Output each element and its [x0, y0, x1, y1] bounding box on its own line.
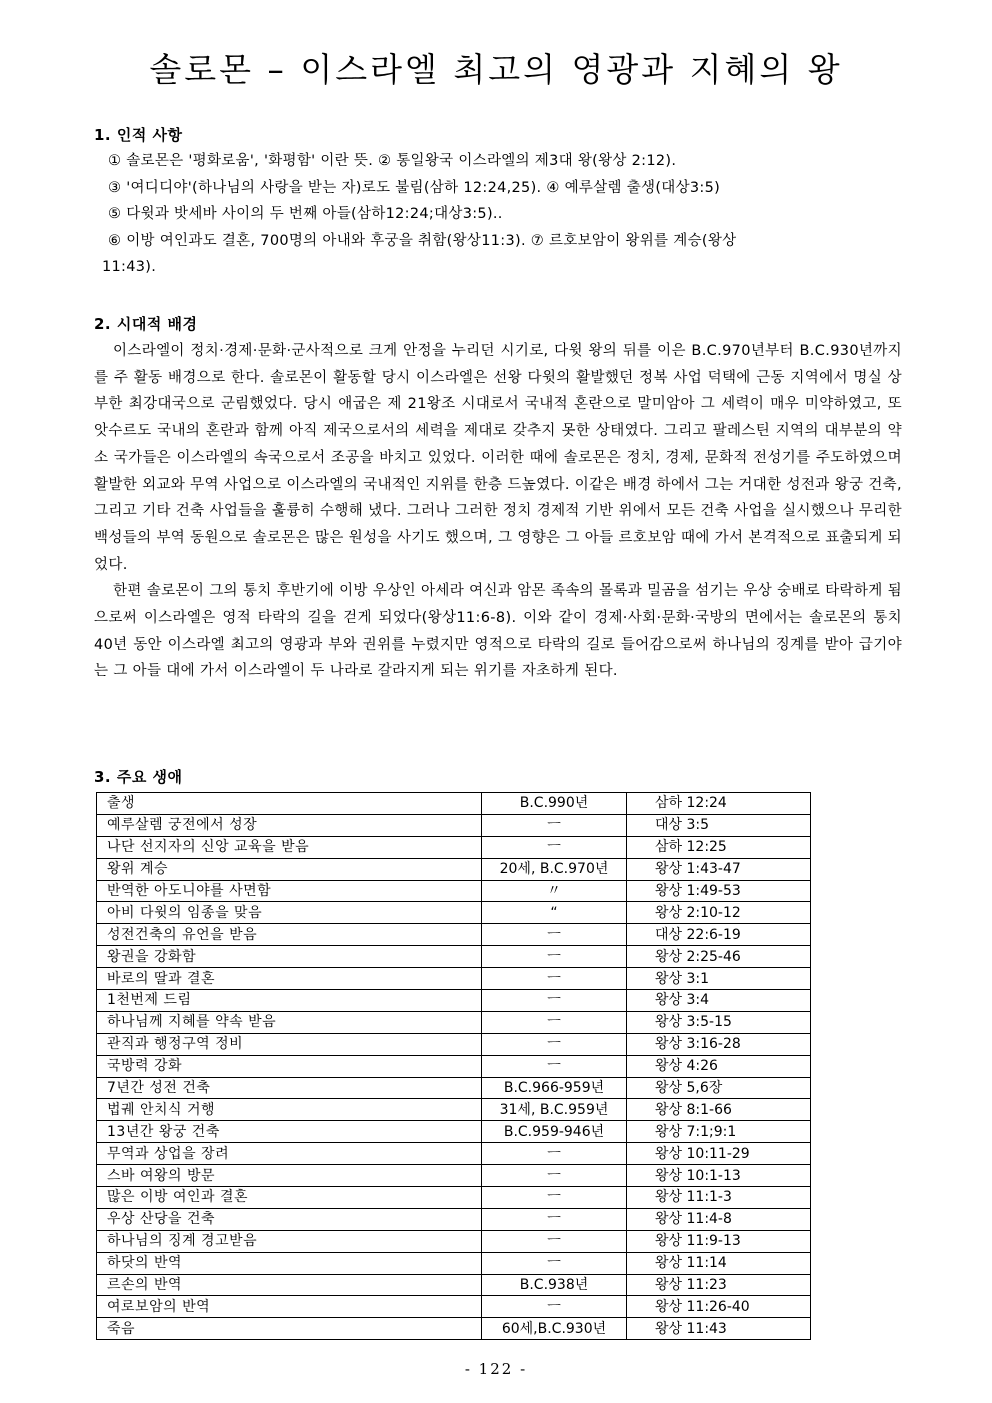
reference-cell: 왕상 10:1-13: [627, 1165, 811, 1187]
event-cell: 하나님의 징계 경고받음: [97, 1230, 482, 1252]
date-cell: ㅡ: [482, 836, 627, 858]
date-cell: ㅡ: [482, 1033, 627, 1055]
event-cell: 무역과 상업을 장려: [97, 1143, 482, 1165]
info-line: ⑤ 다윗과 밧세바 사이의 두 번째 아들(삼하12:24;대상3:5)..: [108, 206, 503, 222]
reference-cell: 삼하 12:25: [627, 836, 811, 858]
date-cell: ㅡ: [482, 1187, 627, 1209]
section-heading: 1. 인적 사항: [94, 126, 183, 144]
table-row: [97, 946, 811, 968]
reference-cell: 왕상 11:26-40: [627, 1296, 811, 1318]
section-heading: 3. 주요 생애: [94, 768, 183, 786]
life-events-table: [96, 792, 811, 1340]
event-cell: 성전건축의 유언을 받음: [97, 924, 482, 946]
reference-cell: 왕상 5,6장: [627, 1077, 811, 1099]
table-row: [97, 924, 811, 946]
event-cell: 왕권을 강화함: [97, 946, 482, 968]
event-cell: 7년간 성전 건축: [97, 1077, 482, 1099]
table-row: [97, 1099, 811, 1121]
info-line: ③ '여디디야'(하나님의 사랑을 받는 자)로도 불림(삼하 12:24,25). ④ 예루살렘 출생(대상3:5): [108, 179, 721, 196]
event-cell: 왕위 계승: [97, 858, 482, 880]
table-row: [97, 793, 811, 815]
table-row: [97, 902, 811, 924]
section-major-life: [94, 766, 902, 787]
date-cell: ㅡ: [482, 1230, 627, 1252]
reference-cell: 왕상 3:4: [627, 990, 811, 1012]
event-cell: 많은 이방 여인과 결혼: [97, 1187, 482, 1209]
table-row: [97, 1230, 811, 1252]
event-cell: 국방력 강화: [97, 1055, 482, 1077]
date-cell: B.C.966-959년: [482, 1077, 627, 1099]
table-row: [97, 1187, 811, 1209]
date-cell: B.C.938년: [482, 1274, 627, 1296]
section-heading: 2. 시대적 배경: [94, 315, 198, 333]
reference-cell: 왕상 11:43: [627, 1318, 811, 1340]
page-number: - 122 -: [464, 1360, 528, 1378]
reference-cell: 왕상 2:10-12: [627, 902, 811, 924]
event-cell: 반역한 아도니야를 사면함: [97, 880, 482, 902]
reference-cell: 왕상 4:26: [627, 1055, 811, 1077]
life-events-table-body: [97, 793, 811, 1340]
date-cell: ㅡ: [482, 1296, 627, 1318]
event-cell: 나단 선지자의 신앙 교육을 받음: [97, 836, 482, 858]
date-cell: ㅡ: [482, 1165, 627, 1187]
table-row: [97, 1165, 811, 1187]
date-cell: ㅡ: [482, 1252, 627, 1274]
table-row: [97, 836, 811, 858]
reference-cell: 왕상 11:14: [627, 1252, 811, 1274]
event-cell: 하닷의 반역: [97, 1252, 482, 1274]
date-cell: 20세, B.C.970년: [482, 858, 627, 880]
event-cell: 관직과 행정구역 정비: [97, 1033, 482, 1055]
table-row: [97, 1252, 811, 1274]
reference-cell: 삼하 12:24: [627, 793, 811, 815]
date-cell: ㅡ: [482, 924, 627, 946]
reference-cell: 왕상 11:4-8: [627, 1208, 811, 1230]
reference-cell: 왕상 1:49-53: [627, 880, 811, 902]
document-title: 솔로몬 – 이스라엘 최고의 영광과 지혜의 왕: [149, 50, 843, 89]
table-row: [97, 1318, 811, 1340]
event-cell: 여로보암의 반역: [97, 1296, 482, 1318]
reference-cell: 대상 3:5: [627, 814, 811, 836]
event-cell: 스바 여왕의 방문: [97, 1165, 482, 1187]
event-cell: 13년간 왕궁 건축: [97, 1121, 482, 1143]
info-line: 11:43).: [102, 259, 157, 275]
table-row: [97, 968, 811, 990]
table-row: [97, 814, 811, 836]
event-cell: 하나님께 지혜를 약속 받음: [97, 1011, 482, 1033]
reference-cell: 왕상 2:25-46: [627, 946, 811, 968]
info-line: ⑥ 이방 여인과도 결혼, 700명의 아내와 후궁을 취함(왕상11:3). ⑦ 르호보암이 왕위를 계승(왕상: [108, 232, 737, 249]
event-cell: 법궤 안치식 거행: [97, 1099, 482, 1121]
reference-cell: 왕상 10:11-29: [627, 1143, 811, 1165]
table-row: [97, 858, 811, 880]
info-line: ① 솔로몬은 '평화로움', '화평함' 이란 뜻. ② 통일왕국 이스라엘의 제3대 왕(왕상 2:12).: [108, 153, 677, 169]
table-row: [97, 1033, 811, 1055]
background-paragraph: 한편 솔로몬이 그의 통치 후반기에 이방 우상인 아세라 여신과 암몬 족속의 몰록과 밀곰을 섬기는 우상 숭배로 타락하게 됨으로써 이스라엘은 영적 타락의 길을 걷게 되었다(왕상11:6-8). 이와 같이 경제·사회·문화·국방의 면에서는 솔로몬의 통치 40년 동안 이스라엘 최고의 영광과 부와 권위를 누렸지만 영적으로 타락의 길로 들어감으로써 하나님의 징계를 받아 급기야는 그 아들 대에 가서 이스라엘이 두 나라로 갈라지게 되는 위기를 자초하게 된다.: [94, 583, 902, 680]
date-cell: ㅡ: [482, 1208, 627, 1230]
reference-cell: 왕상 11:9-13: [627, 1230, 811, 1252]
event-cell: 우상 산당을 건축: [97, 1208, 482, 1230]
event-cell: 아비 다윗의 임종을 맞음: [97, 902, 482, 924]
table-row: [97, 1296, 811, 1318]
table-row: [97, 1011, 811, 1033]
reference-cell: 대상 22:6-19: [627, 924, 811, 946]
date-cell: “: [482, 902, 627, 924]
event-cell: 출생: [97, 793, 482, 815]
date-cell: ㅡ: [482, 946, 627, 968]
table-row: [97, 1121, 811, 1143]
date-cell: 〃: [482, 880, 627, 902]
date-cell: B.C.990년: [482, 793, 627, 815]
reference-cell: 왕상 11:1-3: [627, 1187, 811, 1209]
event-cell: 1천번제 드림: [97, 990, 482, 1012]
date-cell: ㅡ: [482, 1011, 627, 1033]
date-cell: ㅡ: [482, 1143, 627, 1165]
event-cell: 예루살렘 궁전에서 성장: [97, 814, 482, 836]
date-cell: ㅡ: [482, 990, 627, 1012]
reference-cell: 왕상 8:1-66: [627, 1099, 811, 1121]
reference-cell: 왕상 3:1: [627, 968, 811, 990]
table-row: [97, 1143, 811, 1165]
date-cell: ㅡ: [482, 968, 627, 990]
date-cell: B.C.959-946년: [482, 1121, 627, 1143]
date-cell: ㅡ: [482, 1055, 627, 1077]
reference-cell: 왕상 7:1;9:1: [627, 1121, 811, 1143]
table-row: [97, 880, 811, 902]
table-row: [97, 1077, 811, 1099]
reference-cell: 왕상 1:43-47: [627, 858, 811, 880]
table-row: [97, 1208, 811, 1230]
event-cell: 바로의 딸과 결혼: [97, 968, 482, 990]
date-cell: 31세, B.C.959년: [482, 1099, 627, 1121]
event-cell: 죽음: [97, 1318, 482, 1340]
table-row: [97, 1274, 811, 1296]
reference-cell: 왕상 3:5-15: [627, 1011, 811, 1033]
section-personal-info: [94, 124, 902, 281]
date-cell: ㅡ: [482, 814, 627, 836]
section-historical-background: [94, 313, 902, 685]
reference-cell: 왕상 11:23: [627, 1274, 811, 1296]
event-cell: 르손의 반역: [97, 1274, 482, 1296]
background-paragraph: 이스라엘이 정치·경제·문화·군사적으로 크게 안정을 누리던 시기로, 다윗 왕의 뒤를 이은 B.C.970년부터 B.C.930년까지를 주 활동 배경으로 한다. 솔로몬이 활동할 당시 이스라엘은 선왕 다윗의 활발했던 정복 사업 덕택에 근동 지역에서 명실 상부한 최강대국으로 군림했었다. 당시 애굽은 제 21왕조 시대로서 국내적 혼란으로 말미암아 그 세력이 매우 미약하였고, 또 앗수르도 국내의 혼란과 함께 아직 제국으로서의 세력을 제대로 갖추지 못한 상태였다. 그리고 팔레스틴 지역의 대부분의 약소 국가들은 이스라엘의 속국으로서 조공을 바치고 있었다. 이러한 때에 솔로몬은 정치, 경제, 문화적 전성기를 주도하였으며 활발한 외교와 무역 사업으로 이스라엘의 국내적인 지위를 한층 드높였다. 이같은 배경 하에서 그는 거대한 성전과 왕궁 건축, 그리고 기타 건축 사업들을 훌륭히 수행해 냈다. 그러나 그러한 정치 경제적 기반 위에서 모든 건축 사업을 실시했으나 무리한 백성들의 부역 동원으로 솔로몬은 많은 원성을 사기도 했으며, 그 영향은 그 아들 르호보암 때에 가서 본격적으로 표출되게 되었다.: [94, 343, 902, 573]
date-cell: 60세,B.C.930년: [482, 1318, 627, 1340]
reference-cell: 왕상 3:16-28: [627, 1033, 811, 1055]
table-row: [97, 990, 811, 1012]
table-row: [97, 1055, 811, 1077]
